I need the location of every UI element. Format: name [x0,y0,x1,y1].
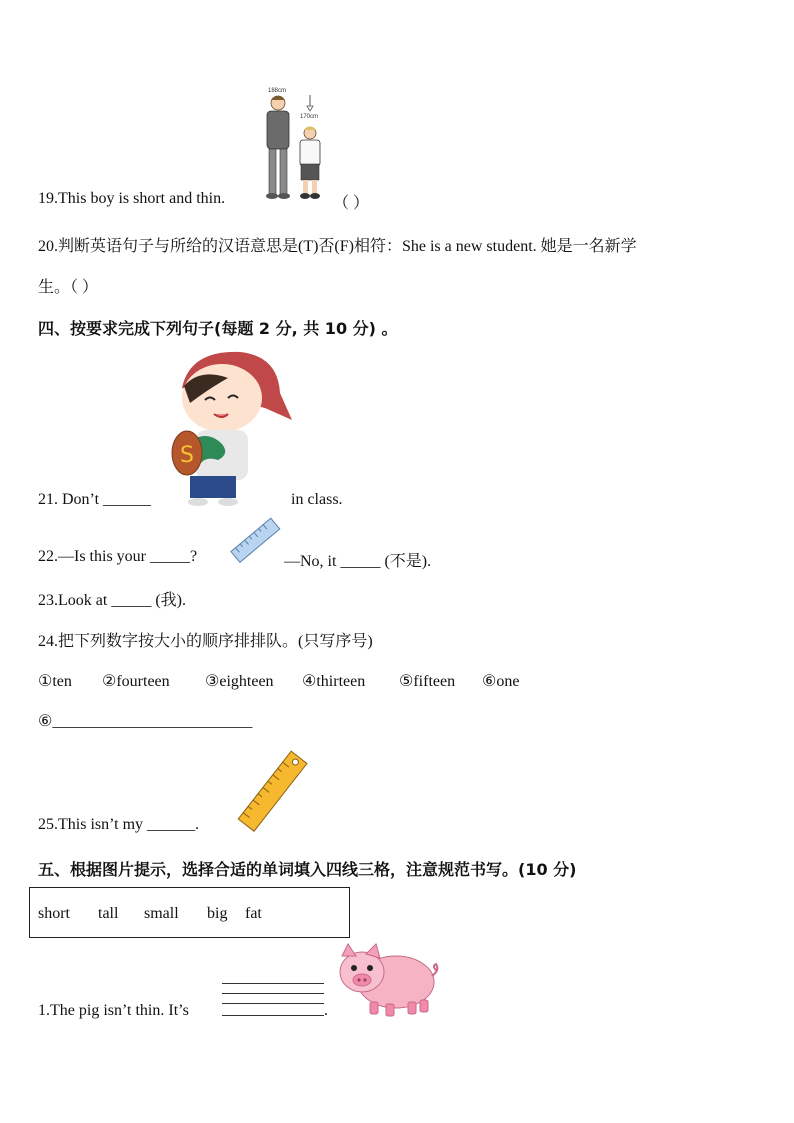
question-21-post: in class. [291,491,343,508]
word-bank-word: small [144,905,179,922]
word-bank-word: fat [245,905,262,922]
question-19 [38,190,225,208]
word-bank-word: short [38,905,70,922]
question-23[interactable]: 23.Look at _____ (我). [38,592,186,609]
question-24-option: ③eighteen [205,673,274,690]
question-19-text: 19.This boy is short and thin. [38,190,226,207]
word-bank-word: big [207,905,228,922]
question-24-option: ①ten [38,673,72,690]
height-tall-label: 188cm [268,88,287,94]
section-5-item-1-period: . [324,1002,328,1019]
question-24-prompt: 24.把下列数字按大小的顺序排排队。(只写序号) [38,633,373,650]
question-24-answer-line[interactable]: ⑥_________________________ [38,713,253,730]
question-22-post[interactable]: —No, it _____ (不是). [284,553,432,570]
boy-eating-image [170,348,295,508]
question-24-option: ②fourteen [102,673,170,690]
svg-text:S: S [180,443,194,468]
ruler-small-icon [230,517,282,565]
question-24-option: ⑥one [482,673,520,690]
question-24-option: ⑤fifteen [399,673,456,690]
two-boys-height-image [258,86,328,206]
question-20-line1: 20.判断英语句子与所给的汉语意思是(T)否(F)相符：She is a new student. 她是一名新学 [38,238,637,255]
section-4-title: 四、按要求完成下列句子(每题 2 分, 共 10 分) 。 [38,319,398,338]
section-5-title: 五、根据图片提示，选择合适的单词填入四线三格，注意规范书写。(10 分) [38,860,577,879]
height-short-label: 170cm [300,114,319,120]
question-20-line2[interactable]: 生。（ ） [38,279,99,296]
word-bank-box [29,887,350,938]
section-5-item-1-text: 1.The pig isn’t thin. It’s [38,1002,189,1019]
word-bank-word: tall [98,905,119,922]
ruler-yellow-icon [236,752,308,832]
question-19-answer-paren[interactable]: （ ） [333,195,370,212]
question-21-pre[interactable]: 21. Don’t ______ [38,491,152,508]
pig-image [334,942,440,1018]
question-22-pre[interactable]: 22.—Is this your _____? [38,548,198,565]
four-line-grid[interactable] [222,983,324,1016]
question-24-option: ④thirteen [302,673,366,690]
question-25[interactable]: 25.This isn’t my ______. [38,816,200,833]
